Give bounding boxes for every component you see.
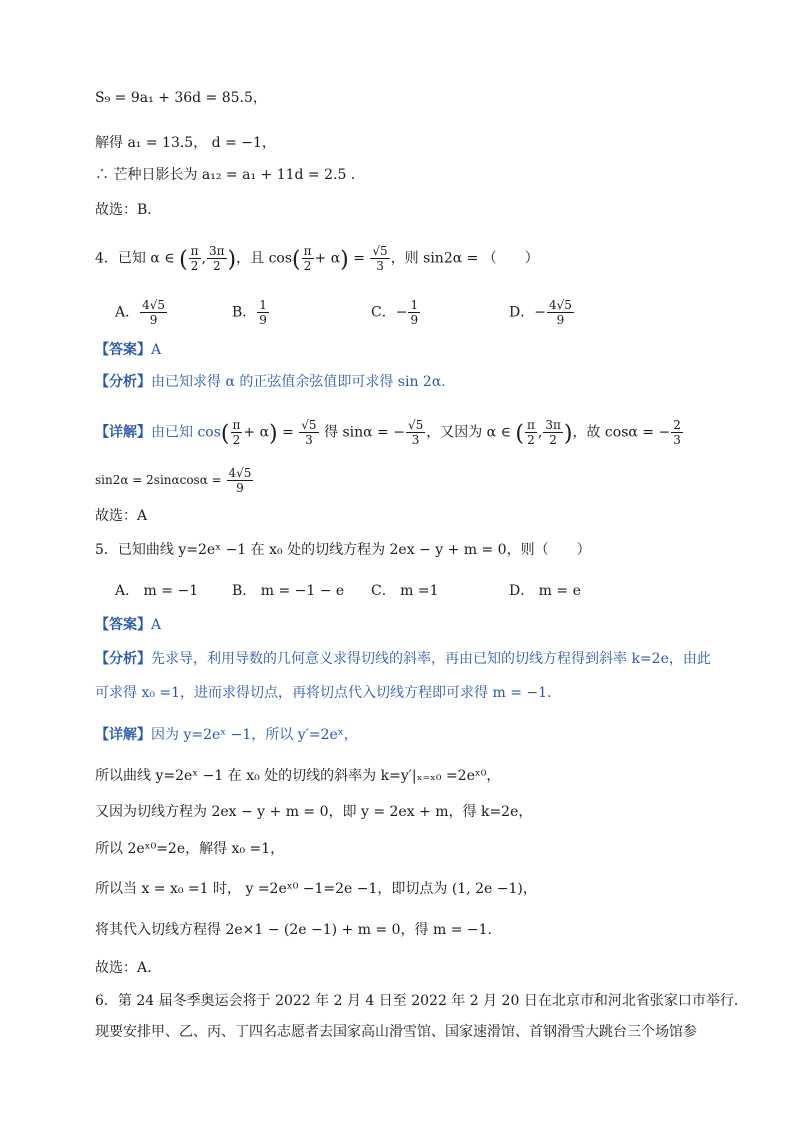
option-label: C．− (371, 304, 408, 321)
detail-e: ，故 cosα = − (572, 424, 671, 441)
q5-option-c[interactable]: C． m =1 (371, 583, 439, 599)
den: 3 (673, 433, 681, 447)
den: 2 (212, 259, 221, 273)
paren-open: ( (179, 247, 188, 273)
num: 1 (259, 298, 267, 312)
num: √5 (407, 418, 424, 432)
q5-choice: 故选：A. (95, 960, 152, 976)
paren-open: ( (292, 247, 301, 273)
analysis-text: 先求导，利用导数的几何意义求得切线的斜率，再由已知的切线方程得到斜率 k=2e，由此 (151, 651, 711, 667)
frac-pi-2 (302, 244, 314, 273)
q5-option-a[interactable]: A． m = −1 (115, 583, 199, 599)
frac-3pi-2 (543, 418, 563, 447)
sin2a-text: sin2α = 2sinαcosα = (95, 473, 226, 487)
answer-value: A (151, 342, 162, 358)
q4-stem-a: 4．已知 α ∈ (95, 250, 180, 267)
den: 9 (556, 313, 565, 327)
frac-4sqrt5-9 (140, 298, 167, 327)
frac-1-9 (257, 298, 269, 327)
q6-line-1: 6．第 24 届冬季奥运会将于 2022 年 2 月 4 日至 2022 年 2 月 20 日在北京市和河北省张家口市举行． (95, 993, 748, 1009)
q4-stem-b: ，且 cos (236, 250, 293, 267)
q4-answer (95, 340, 161, 360)
comma: , (537, 424, 543, 441)
frac-4sqrt5-9 (547, 298, 574, 327)
num: 2 (673, 418, 681, 432)
q5-option-b[interactable]: B． m = −1 − e (232, 583, 345, 599)
q5-detail-5: 所以当 x = x₀ =1 时， y =2eˣ⁰ −1=2e −1，即切点为 (1, 2e −1)， (95, 881, 537, 897)
num: 1 (410, 298, 419, 312)
den: 9 (259, 313, 267, 327)
den: 9 (236, 481, 244, 495)
detail-b: = (277, 424, 299, 441)
analysis-text: 由已知求得 α 的正弦值余弦值即可求得 sin 2α. (151, 374, 446, 390)
paren-open: ( (515, 421, 524, 447)
q4-option-b[interactable] (232, 298, 270, 327)
paren-open: ( (220, 421, 230, 447)
q5-option-d[interactable]: D． m = e (509, 583, 581, 599)
num: π (190, 244, 199, 258)
analysis-tag: 【分析】 (95, 651, 151, 667)
num: π (232, 418, 241, 432)
frac-sqrt5-3 (406, 418, 425, 447)
q4-option-a[interactable] (115, 298, 168, 327)
answer-value: A (151, 617, 162, 633)
q4-detail (95, 418, 684, 447)
paren-close: ) (227, 247, 237, 273)
detail-tag: 【详解】 (95, 424, 151, 441)
q5-answer (95, 615, 161, 635)
q4-analysis (95, 372, 446, 392)
num: 4√5 (548, 298, 572, 312)
frac-sqrt5-3 (299, 418, 318, 447)
detail-d: ，又因为 α ∈ (426, 424, 516, 441)
comma: , (201, 250, 207, 267)
num: √5 (301, 418, 317, 432)
prev-choice: 故选：B． (95, 202, 162, 218)
den: 2 (190, 259, 199, 273)
option-label: B． (232, 304, 257, 321)
den: 2 (232, 433, 241, 447)
q5-analysis-1 (95, 649, 711, 669)
option-label: D．− (509, 304, 546, 321)
detail-a: 由已知 cos (151, 424, 221, 441)
den: 9 (149, 313, 158, 327)
paren-close: ) (340, 247, 349, 273)
num: π (527, 418, 535, 432)
q4-stem-c: = (348, 250, 370, 267)
frac-1-9 (408, 298, 420, 327)
den: 2 (527, 433, 535, 447)
den: 9 (410, 313, 419, 327)
frac-3pi-2 (207, 244, 227, 273)
q5-detail-3: 又因为切线方程为 2ex − y + m = 0，即 y = 2ex + m，得 k=2e， (95, 804, 533, 820)
frac-sqrt5-3 (370, 244, 389, 273)
q5-analysis-2: 可求得 x₀ =1，进而求得切点，再将切点代入切线方程即可求得 m = −1. (95, 685, 552, 701)
num: 3π (209, 244, 225, 258)
frac-pi-2 (525, 418, 537, 447)
den: 3 (411, 433, 420, 447)
q5-stem: 5．已知曲线 y=2eˣ −1 在 x₀ 处的切线方程为 2ex − y + m = 0，则（ ） (95, 542, 591, 558)
q4-option-d[interactable] (509, 298, 575, 327)
q5-detail-1 (95, 725, 358, 745)
detail-tag: 【详解】 (95, 727, 151, 743)
q5-detail-4: 所以 2eˣ⁰=2e，解得 x₀ =1， (95, 841, 285, 857)
den: 2 (303, 259, 312, 273)
q4-stem (95, 244, 539, 273)
plus-alpha: + α (243, 424, 270, 441)
q4-option-c[interactable] (371, 298, 421, 327)
num: π (303, 244, 312, 258)
q4-stem-d: ，则 sin2α = （ ） (390, 250, 539, 267)
detail-c: 得 sinα = − (319, 424, 405, 441)
detail-text: 因为 y=2eˣ −1，所以 y′=2eˣ， (151, 727, 358, 743)
den: 3 (376, 259, 384, 273)
plus-alpha: + α (314, 250, 341, 267)
den: 2 (549, 433, 557, 447)
q5-detail-6: 将其代入切线方程得 2e×1 − (2e −1) + m = 0，得 m = −1. (95, 922, 493, 938)
frac-pi-2 (231, 418, 243, 447)
frac-2-3 (671, 418, 683, 447)
q4-sin2a (95, 466, 254, 495)
num: 4√5 (228, 466, 252, 480)
frac-4sqrt5-9 (227, 466, 254, 495)
s9-equation: S₉ = 9a₁ + 36d = 85.5， (95, 90, 267, 106)
q4-choice: 故选：A (95, 508, 148, 524)
paren-close: ) (563, 421, 573, 447)
den: 3 (305, 433, 313, 447)
q6-line-2: 现要安排甲、乙、丙、丁四名志愿者去国家高山滑雪馆、国家速滑馆、首钢滑雪大跳台三个场馆参 (95, 1024, 697, 1040)
num: √5 (372, 244, 388, 258)
answer-tag: 【答案】 (95, 342, 151, 358)
analysis-tag: 【分析】 (95, 374, 151, 390)
num: 4√5 (142, 298, 166, 312)
solve-line: 解得 a₁ = 13.5， d = −1， (95, 135, 276, 151)
paren-close: ) (269, 421, 278, 447)
mangzhong-line: ∴ 芒种日影长为 a₁₂ = a₁ + 11d = 2.5 ． (95, 167, 365, 183)
frac-pi-2 (189, 244, 201, 273)
q5-detail-2: 所以曲线 y=2eˣ −1 在 x₀ 处的切线的斜率为 k=y′|ₓ₌ₓ₀ =2eˣ⁰， (95, 768, 501, 784)
num: 3π (545, 418, 561, 432)
option-label: A． (115, 304, 140, 321)
answer-tag: 【答案】 (95, 617, 151, 633)
